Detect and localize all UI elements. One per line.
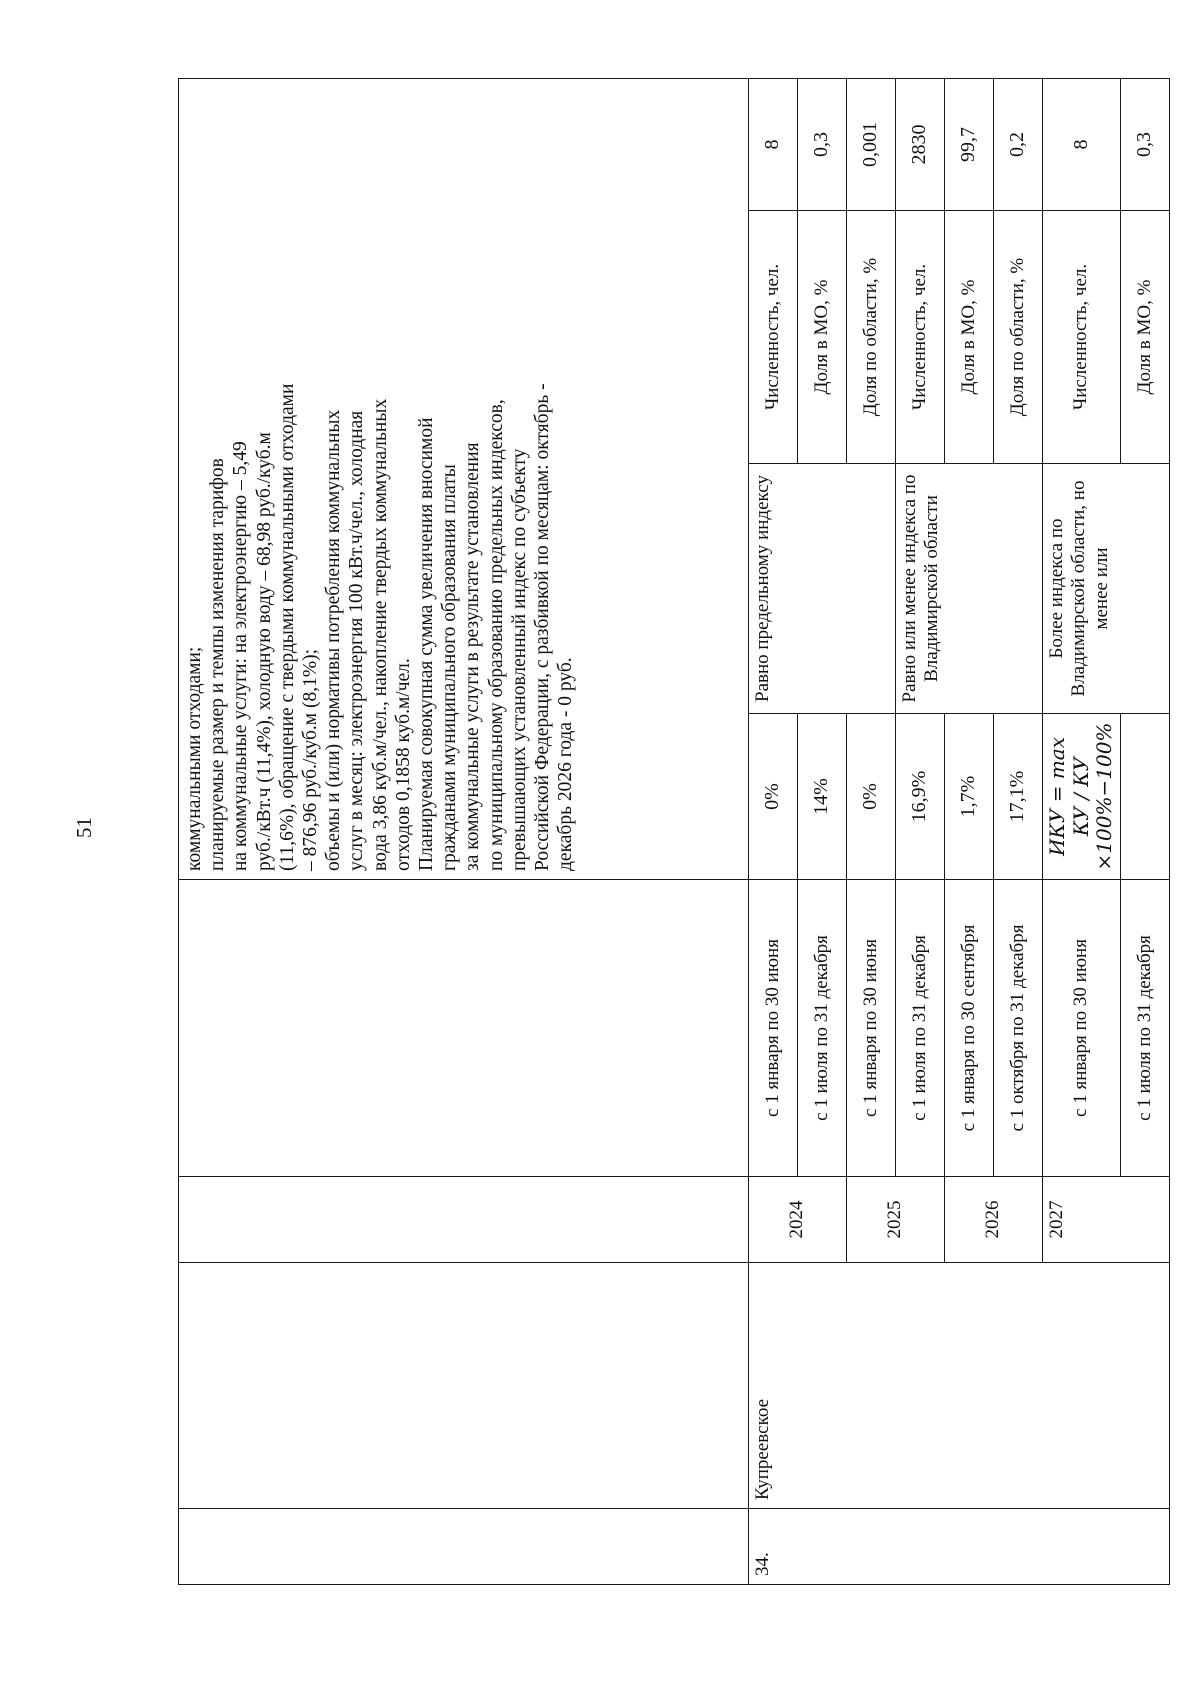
rotated-table-page <box>178 79 1155 1585</box>
desc-line: гражданами муниципального образования платы <box>439 464 461 871</box>
period-cell: с 1 июля по 31 декабря <box>1120 880 1169 1177</box>
period-cell: с 1 января по 30 июня <box>847 880 896 1177</box>
index-cell: 16,9% <box>896 714 945 880</box>
desc-line: вода 3,86 куб.м/чел., накопление твердых коммунальных <box>369 398 391 871</box>
value-cell: 0,2 <box>994 78 1043 210</box>
metric-cell: Численность, чел. <box>896 211 945 464</box>
desc-line: Планируемая совокупная сумма увеличения вносимой <box>416 417 438 871</box>
value-cell: 8 <box>1043 78 1121 210</box>
metric-cell: Доля в МО, % <box>1120 211 1169 464</box>
empty-cell <box>179 880 749 1177</box>
index-formula: ИКУ = max КУ / КУ ×100%−100% <box>1043 714 1121 880</box>
value-cell: 0,3 <box>798 78 847 210</box>
desc-line: по муниципальному образованию предельных индексов, <box>485 399 507 871</box>
value-cell: 0,3 <box>1120 78 1169 210</box>
value-cell: 8 <box>749 78 798 210</box>
table-row-continuation <box>179 78 749 1584</box>
year-cell: 2024 <box>749 1177 847 1263</box>
period-cell: с 1 июля по 31 декабря <box>896 880 945 1177</box>
tariff-description-cell <box>179 78 749 879</box>
metric-cell: Численность, чел. <box>1043 211 1121 464</box>
index-cell: 0% <box>749 714 798 880</box>
desc-line: отходов 0,1858 куб.м/чел. <box>392 658 414 871</box>
period-cell: с 1 июля по 31 декабря <box>798 880 847 1177</box>
metric-cell: Доля в МО, % <box>945 211 994 464</box>
year-cell: 2027 <box>1043 1177 1170 1263</box>
desc-line: услуг в месяц: электроэнергия 100 кВт.ч/чел., холодная <box>346 410 368 871</box>
year-cell: 2026 <box>945 1177 1043 1263</box>
period-cell: с 1 октября по 31 декабря <box>994 880 1043 1177</box>
value-cell: 2830 <box>896 78 945 210</box>
period-cell: с 1 января по 30 июня <box>749 880 798 1177</box>
desc-line: Российской Федерации, с разбивкой по месяцам: октябрь - <box>532 383 554 871</box>
desc-line: (11,6%), обращение с твердыми коммунальными отходами <box>276 383 298 871</box>
value-cell: 99,7 <box>945 78 994 210</box>
desc-line: руб./кВт.ч (11,4%), холодную воду – 68,98 руб./куб.м <box>253 432 275 871</box>
desc-line: на коммунальные услуги: на электроэнергию – 5,49 <box>230 441 252 871</box>
desc-line: коммунальными отходами; <box>184 646 205 871</box>
desc-line: декабрь 2026 года - 0 руб. <box>555 657 577 871</box>
condition-cell: Равно предельному индексу <box>749 464 896 714</box>
empty-cell <box>179 1509 749 1585</box>
index-cell: 1,7% <box>945 714 994 880</box>
desc-line: объемы и (или) нормативы потребления коммунальных <box>323 409 345 871</box>
entry-number: 34. <box>749 1509 1170 1585</box>
desc-line: превышающих установленный индекс по субъекту <box>508 448 530 871</box>
page-number: 51 <box>72 817 96 838</box>
desc-line: планируемые размер и темпы изменения тарифов <box>207 458 229 871</box>
empty-cell <box>179 1263 749 1509</box>
metric-cell: Доля по области, % <box>847 211 896 464</box>
value-cell: 0,001 <box>847 78 896 210</box>
metric-cell: Доля по области, % <box>994 211 1043 464</box>
period-cell: с 1 января по 30 июня <box>1043 880 1121 1177</box>
period-cell: с 1 января по 30 сентября <box>945 880 994 1177</box>
metric-cell: Доля в МО, % <box>798 211 847 464</box>
desc-line: за коммунальные услуги в результате установления <box>462 442 484 871</box>
metric-cell: Численность, чел. <box>749 211 798 464</box>
index-cell: 0% <box>847 714 896 880</box>
municipality-name: Купреевское <box>749 1263 1170 1509</box>
empty-cell <box>179 1177 749 1263</box>
year-cell: 2025 <box>847 1177 945 1263</box>
condition-cell: Более индекса по Владимирской области, но менее или <box>1043 464 1170 714</box>
index-cell: 14% <box>798 714 847 880</box>
table-row <box>749 78 798 1584</box>
condition-cell: Равно или менее индекса по Владимирской области <box>896 464 1043 714</box>
tariff-table <box>178 78 1170 1585</box>
desc-line: – 876,96 руб./куб.м (8,1%); <box>300 648 322 871</box>
index-cell: 17,1% <box>994 714 1043 880</box>
index-cell <box>1120 714 1169 880</box>
